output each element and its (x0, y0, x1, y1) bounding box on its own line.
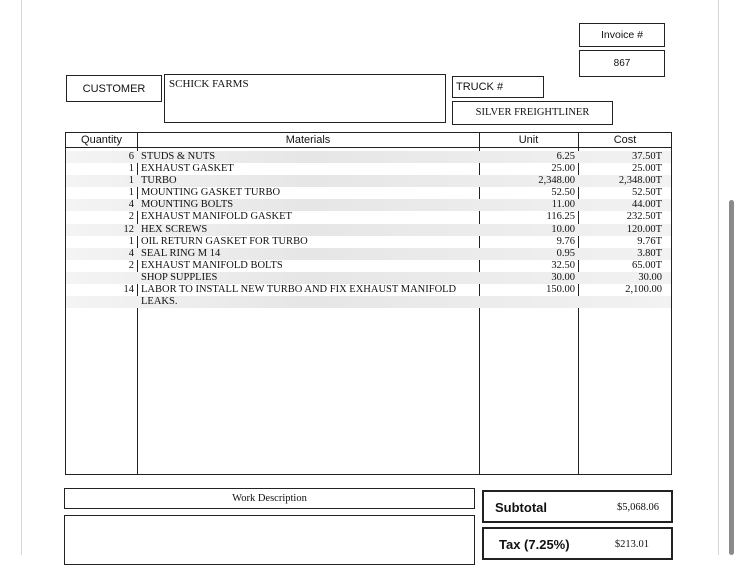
cell-cost: 120.00T (626, 223, 662, 235)
cell-cost: 25.00T (631, 163, 662, 175)
scrollbar[interactable] (729, 200, 734, 555)
truck-label: TRUCK # (456, 81, 504, 93)
header-quantity: Quantity (66, 133, 137, 148)
header-unit: Unit (479, 133, 578, 148)
cell-material: EXHAUST GASKET (141, 163, 234, 175)
cell-material: EXHAUST MANIFOLD GASKET (141, 211, 292, 223)
header-cost: Cost (578, 133, 672, 148)
cell-qty: 1 (128, 235, 134, 247)
cell-material: MOUNTING GASKET TURBO (141, 187, 281, 199)
table-row (66, 296, 671, 308)
invoice-number: 867 (613, 58, 631, 69)
table-rows (66, 151, 671, 308)
truck-value-box (452, 101, 613, 125)
cell-unit: 9.76 (556, 235, 575, 247)
cell-unit: 11.00 (551, 199, 575, 211)
work-description-label: Work Description (232, 493, 307, 504)
cell-cost: 44.00T (631, 199, 662, 211)
table-row (66, 284, 671, 296)
table-row (66, 224, 671, 236)
cell-unit: 52.50 (551, 187, 575, 199)
customer-label: CUSTOMER (82, 83, 146, 95)
invoice-label-box (579, 23, 665, 47)
cell-cost: 2,348.00T (618, 175, 662, 187)
cell-qty: 12 (123, 223, 134, 235)
work-description-body (64, 515, 475, 565)
table-row (66, 260, 671, 272)
items-table (65, 132, 672, 475)
cell-material: STUDS & NUTS (141, 151, 216, 162)
work-description-header (64, 488, 475, 509)
tax-box (482, 527, 673, 560)
truck-label-box (452, 76, 544, 98)
invoice-number-box (579, 50, 665, 77)
cell-unit: 2,348.00 (538, 175, 575, 187)
cell-cost: 52.50T (631, 187, 662, 199)
cell-qty: 1 (128, 187, 134, 199)
cell-material: SEAL RING M 14 (141, 247, 221, 259)
table-row (66, 248, 671, 260)
cell-qty: 4 (128, 199, 134, 211)
table-row (66, 151, 671, 163)
cell-unit: 30.00 (551, 271, 575, 283)
customer-name-box (164, 74, 446, 123)
customer-label-box (66, 75, 162, 102)
cell-material: TURBO (141, 175, 177, 187)
cell-cost: 9.76T (637, 235, 662, 247)
cell-cost: 37.50T (631, 151, 662, 162)
cell-qty: 6 (128, 151, 134, 162)
cell-unit: 150.00 (546, 284, 575, 296)
cell-unit: 32.50 (551, 259, 575, 271)
table-row (66, 163, 671, 175)
header-materials: Materials (137, 133, 479, 148)
cell-material: EXHAUST MANIFOLD BOLTS (141, 259, 283, 271)
cell-cost: 3.80T (637, 247, 662, 259)
table-row (66, 199, 671, 211)
cell-material: OIL RETURN GASKET FOR TURBO (141, 235, 308, 247)
table-row (66, 211, 671, 223)
cell-cost: 30.00 (638, 271, 662, 283)
cell-material: HEX SCREWS (141, 223, 208, 235)
page-edge-right (718, 0, 719, 555)
cell-material: SHOP SUPPLIES (141, 271, 218, 283)
cell-unit: 6.25 (556, 151, 575, 162)
cell-qty: 1 (128, 175, 134, 187)
cell-material: LABOR TO INSTALL NEW TURBO AND FIX EXHAUST MANIFOLD (141, 284, 457, 296)
tax-value: $213.01 (614, 539, 649, 550)
invoice-label: Invoice # (600, 29, 644, 41)
cell-unit: 25.00 (551, 163, 575, 175)
cell-qty: 1 (128, 163, 134, 175)
table-row (66, 272, 671, 284)
customer-name: SCHICK FARMS (169, 78, 249, 90)
cell-qty: 2 (128, 211, 134, 223)
table-row (66, 236, 671, 248)
table-row (66, 175, 671, 187)
subtotal-value: $5,068.06 (617, 502, 659, 513)
subtotal-box (482, 490, 673, 523)
tax-label: Tax (7.25%) (499, 537, 570, 552)
cell-material: LEAKS. (141, 296, 178, 308)
page-edge-left (21, 0, 22, 555)
cell-cost: 65.00T (631, 259, 662, 271)
cell-unit: 116.25 (546, 211, 575, 223)
truck-value: SILVER FREIGHTLINER (475, 107, 590, 118)
subtotal-label: Subtotal (495, 500, 547, 515)
cell-cost: 2,100.00 (625, 284, 662, 296)
cell-qty: 4 (128, 247, 134, 259)
cell-qty: 2 (128, 259, 134, 271)
cell-material: MOUNTING BOLTS (141, 199, 234, 211)
cell-unit: 10.00 (551, 223, 575, 235)
cell-unit: 0.95 (556, 247, 575, 259)
cell-cost: 232.50T (626, 211, 662, 223)
cell-qty: 14 (123, 284, 134, 296)
table-row (66, 187, 671, 199)
